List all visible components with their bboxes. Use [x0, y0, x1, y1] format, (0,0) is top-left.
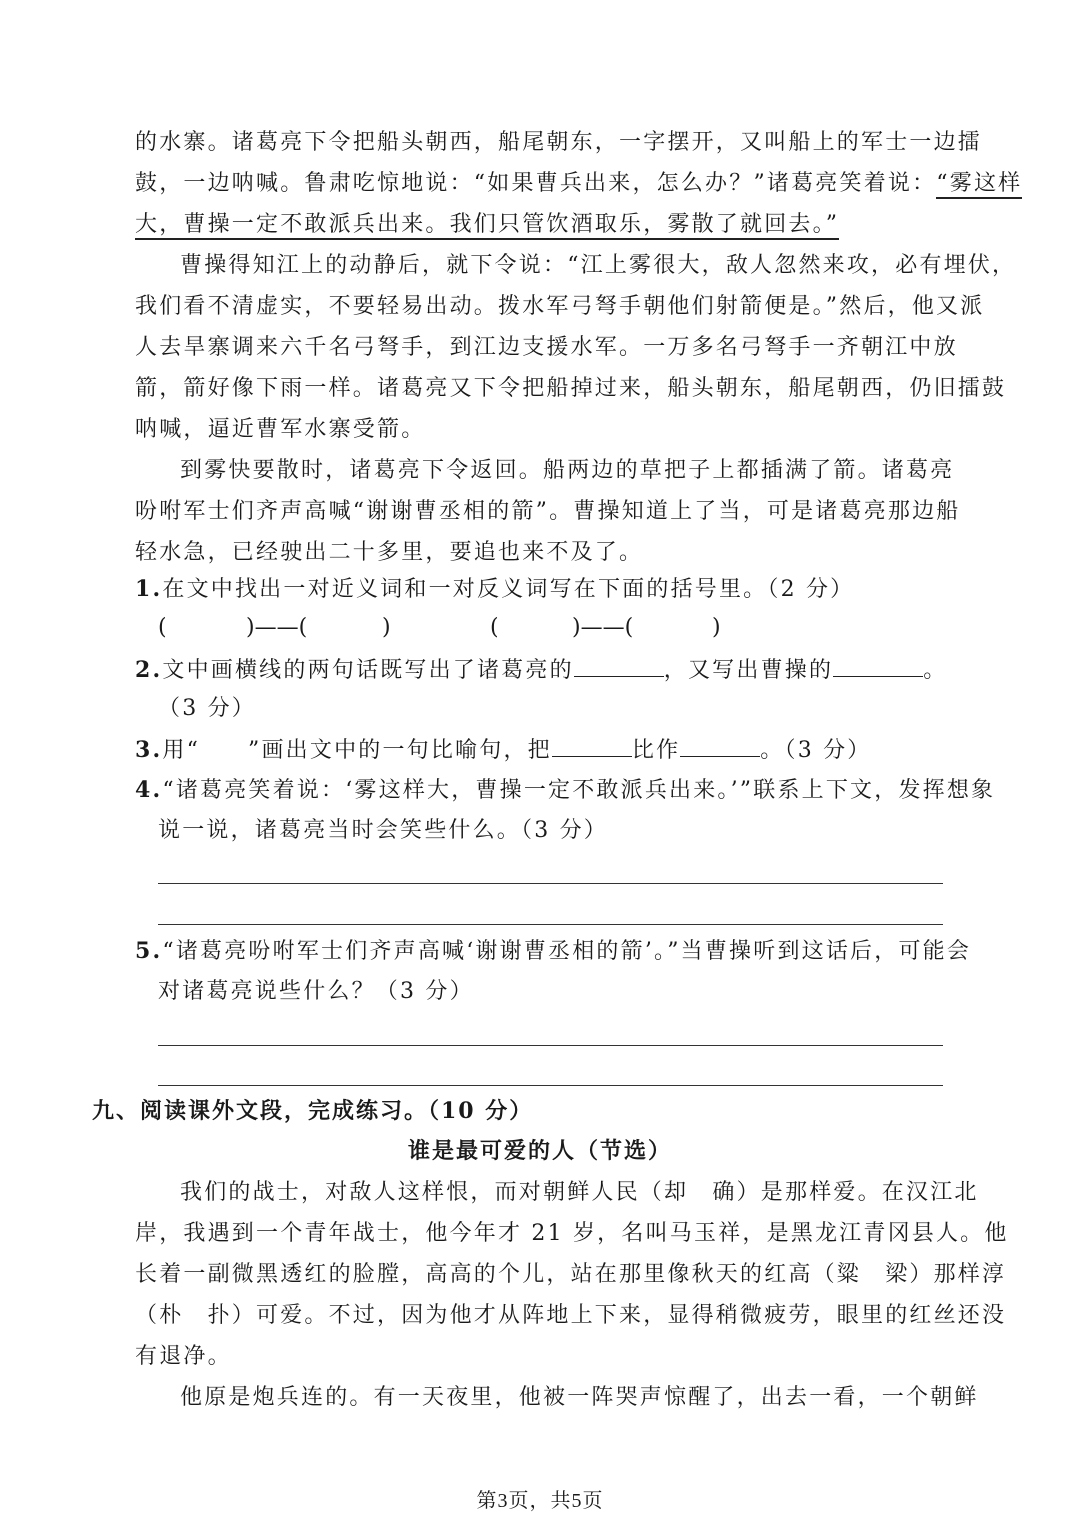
answer-line[interactable]: [158, 883, 943, 884]
answer-line[interactable]: [158, 1085, 943, 1086]
answer-paren: ): [712, 615, 721, 640]
passage-line: 轻水急，已经驶出二十多里，要追也来不及了。: [135, 540, 644, 565]
question-2: [135, 654, 948, 684]
page-number: 第3页，共5页: [476, 1490, 604, 1512]
passage-line: 吩咐军士们齐声高喊“谢谢曹丞相的箭”。曹操知道上了当，可是诸葛亮那边船: [135, 499, 961, 524]
passage-line: 他原是炮兵连的。有一天夜里，他被一阵哭声惊醒了，出去一看，一个朝鲜: [180, 1385, 979, 1410]
passage-title: 谁是最可爱的人（节选）: [407, 1138, 672, 1164]
answer-blank[interactable]: [680, 734, 760, 757]
question-1: [135, 574, 943, 604]
answer-paren: )——(: [572, 615, 634, 640]
answer-paren: (: [158, 615, 167, 640]
answer-paren: (: [490, 615, 499, 640]
question-text: 在文中找出一对近义词和一对反义词写在下面的括号里。（2 分）: [162, 577, 855, 602]
question-text: “诸葛亮笑着说：‘雾这样大，曹操一定不敢派兵出来。’”联系上下文，发挥想象: [162, 778, 996, 803]
answer-paren: ): [382, 615, 391, 640]
passage-line: 曹操得知江上的动静后，就下令说：“江上雾很大，敌人忽然来攻，必有埋伏，: [180, 253, 1017, 278]
question-text: 对诸葛亮说些什么？（3 分）: [158, 979, 474, 1004]
question-text: 。（3 分）: [760, 738, 872, 763]
passage-line: （朴 扑）可爱。不过，因为他才从阵地上下来，显得稍微疲劳，眼里的红丝还没: [135, 1303, 1007, 1328]
wavy-underline-sample: [200, 736, 248, 766]
answer-line[interactable]: [158, 924, 943, 925]
answer-blank[interactable]: [552, 734, 632, 757]
passage-line: 长着一副微黑透红的脸膛，高高的个儿，站在那里像秋天的红高（粱 梁）那样淳: [135, 1262, 1007, 1287]
answer-line[interactable]: [158, 1045, 943, 1046]
question-text: ”画出文中的一句比喻句，把: [248, 738, 552, 763]
question-4: [135, 775, 996, 805]
passage-line: 人去旱寨调来六千名弓弩手，到江边支援水军。一万多名弓弩手一齐朝江中放: [135, 335, 958, 360]
answer-blank[interactable]: [574, 654, 664, 677]
question-number: 4.: [135, 777, 163, 803]
section-heading: 九、阅读课外文段，完成练习。（10 分）: [92, 1098, 534, 1124]
answer-paren: )——(: [246, 615, 308, 640]
passage-line: 到雾快要散时，诸葛亮下令返回。船两边的草把子上都插满了箭。诸葛亮: [180, 458, 955, 483]
question-text: “诸葛亮吩咐军士们齐声高喊‘谢谢曹丞相的箭’。”当曹操听到这话后，可能会: [162, 939, 972, 964]
passage-line: 的水寨。诸葛亮下令把船头朝西，船尾朝东，一字摆开，又叫船上的军士一边擂: [135, 130, 983, 155]
answer-blank[interactable]: [833, 654, 923, 677]
passage-text: 鼓，一边呐喊。鲁肃吃惊地说：“如果曹兵出来，怎么办？”诸葛亮笑着说：: [135, 171, 937, 196]
question-score: （3 分）: [158, 696, 256, 721]
underlined-sentence: 大，曹操一定不敢派兵出来。我们只管饮酒取乐，雾散了就回去。”: [135, 212, 839, 240]
question-text: 用“: [162, 738, 201, 763]
passage-line: 我们的战士，对敌人这样恨，而对朝鲜人民（却 确）是那样爱。在汉江北: [180, 1180, 979, 1205]
question-number: 3.: [135, 737, 163, 763]
passage-line: 呐喊，逼近曹军水寨受箭。: [135, 417, 426, 442]
question-3: [135, 734, 943, 764]
question-text: 。: [923, 658, 948, 683]
passage-line: [135, 169, 1023, 199]
question-number: 2.: [135, 657, 163, 683]
question-text: 文中画横线的两句话既写出了诸葛亮的: [162, 658, 574, 683]
passage-line: 有退净。: [135, 1344, 232, 1369]
passage-line: 箭，箭好像下雨一样。诸葛亮又下令把船掉过来，船头朝东，船尾朝西，仍旧擂鼓: [135, 376, 1007, 401]
question-text: 说一说，诸葛亮当时会笑些什么。（3 分）: [158, 818, 608, 843]
passage-line: 我们看不清虚实，不要轻易出动。拨水军弓弩手朝他们射箭便是。”然后，他又派: [135, 294, 985, 319]
question-number: 5.: [135, 938, 163, 964]
passage-line: 岸，我遇到一个青年战士，他今年才 21 岁，名叫马玉祥，是黑龙江青冈县人。他: [135, 1221, 1009, 1246]
underlined-sentence: “雾这样: [936, 171, 1022, 199]
question-text: 比作: [631, 738, 681, 763]
question-text: ，又写出曹操的: [663, 658, 834, 683]
question-5: [135, 936, 972, 966]
passage-line: [135, 210, 943, 240]
question-number: 1.: [135, 576, 163, 602]
